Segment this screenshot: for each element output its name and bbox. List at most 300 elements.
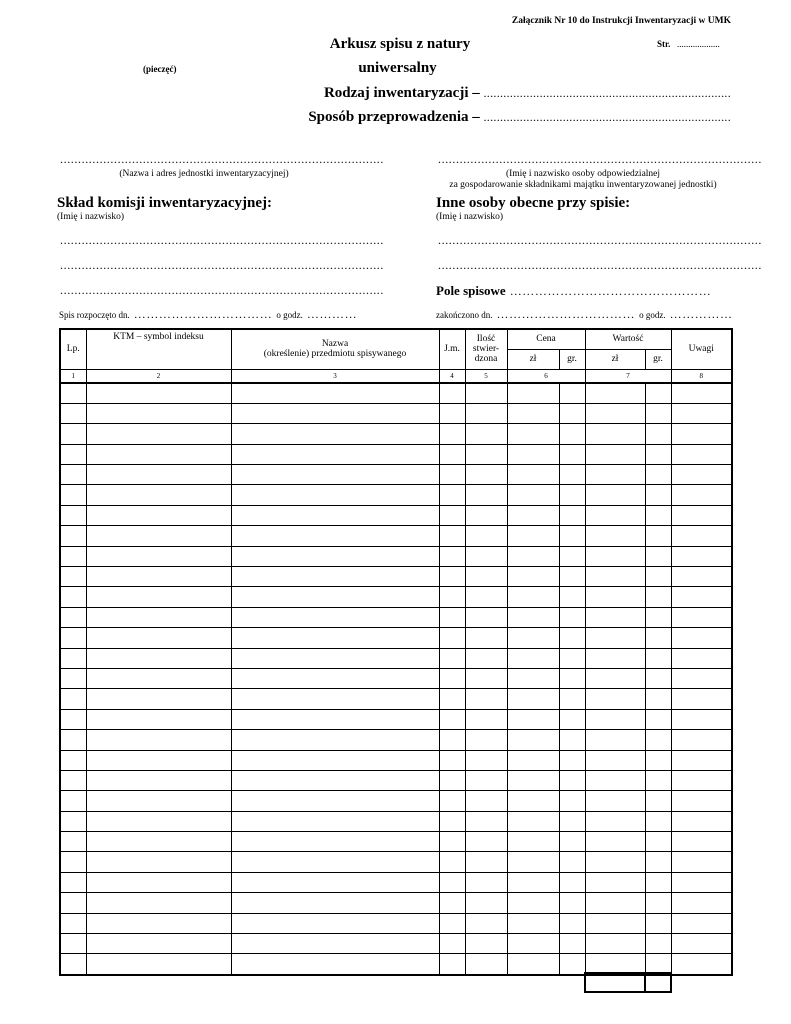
table-cell[interactable] xyxy=(671,770,732,790)
table-cell[interactable] xyxy=(231,791,439,811)
table-cell[interactable] xyxy=(645,852,671,872)
table-cell[interactable] xyxy=(439,730,465,750)
table-cell[interactable] xyxy=(439,668,465,688)
table-cell[interactable] xyxy=(645,526,671,546)
table-cell[interactable] xyxy=(671,505,732,525)
table-cell[interactable] xyxy=(645,587,671,607)
table-cell[interactable] xyxy=(507,709,559,729)
table-cell[interactable] xyxy=(231,628,439,648)
end-time-field[interactable]: …………… xyxy=(669,307,733,321)
table-cell[interactable] xyxy=(585,546,645,566)
total-value-zl-box[interactable] xyxy=(584,972,646,993)
table-cell[interactable] xyxy=(585,852,645,872)
table-cell[interactable] xyxy=(559,913,585,933)
table-cell[interactable] xyxy=(60,954,86,975)
table-cell[interactable] xyxy=(585,730,645,750)
table-cell[interactable] xyxy=(585,791,645,811)
table-cell[interactable] xyxy=(559,485,585,505)
table-cell[interactable] xyxy=(671,587,732,607)
table-cell[interactable] xyxy=(585,689,645,709)
table-cell[interactable] xyxy=(645,628,671,648)
table-cell[interactable] xyxy=(231,954,439,975)
table-cell[interactable] xyxy=(671,832,732,852)
commission-member-1-field[interactable]: .......................................................................................... xyxy=(60,233,384,247)
table-cell[interactable] xyxy=(86,954,231,975)
table-cell[interactable] xyxy=(231,689,439,709)
table-cell[interactable] xyxy=(585,424,645,444)
table-cell[interactable] xyxy=(86,628,231,648)
table-cell[interactable] xyxy=(507,852,559,872)
table-cell[interactable] xyxy=(465,832,507,852)
table-cell[interactable] xyxy=(671,628,732,648)
table-cell[interactable] xyxy=(231,587,439,607)
table-cell[interactable] xyxy=(507,770,559,790)
table-cell[interactable] xyxy=(86,505,231,525)
table-cell[interactable] xyxy=(439,587,465,607)
table-cell[interactable] xyxy=(60,832,86,852)
table-cell[interactable] xyxy=(465,934,507,954)
table-cell[interactable] xyxy=(86,424,231,444)
table-cell[interactable] xyxy=(645,465,671,485)
table-cell[interactable] xyxy=(439,546,465,566)
table-cell[interactable] xyxy=(507,383,559,404)
table-cell[interactable] xyxy=(60,628,86,648)
table-cell[interactable] xyxy=(645,505,671,525)
table-cell[interactable] xyxy=(231,607,439,627)
table-cell[interactable] xyxy=(439,383,465,404)
table-cell[interactable] xyxy=(86,893,231,913)
table-cell[interactable] xyxy=(439,750,465,770)
table-cell[interactable] xyxy=(645,567,671,587)
unit-name-field[interactable]: .......................................................................................... xyxy=(60,152,384,166)
table-cell[interactable] xyxy=(585,770,645,790)
table-cell[interactable] xyxy=(645,893,671,913)
table-cell[interactable] xyxy=(60,872,86,892)
table-cell[interactable] xyxy=(86,668,231,688)
table-cell[interactable] xyxy=(465,668,507,688)
table-cell[interactable] xyxy=(465,730,507,750)
table-cell[interactable] xyxy=(231,403,439,423)
table-cell[interactable] xyxy=(439,465,465,485)
table-cell[interactable] xyxy=(86,567,231,587)
table-cell[interactable] xyxy=(231,893,439,913)
table-cell[interactable] xyxy=(439,934,465,954)
table-cell[interactable] xyxy=(465,628,507,648)
table-cell[interactable] xyxy=(439,526,465,546)
table-cell[interactable] xyxy=(86,913,231,933)
table-cell[interactable] xyxy=(559,832,585,852)
table-cell[interactable] xyxy=(86,546,231,566)
table-cell[interactable] xyxy=(60,383,86,404)
table-cell[interactable] xyxy=(465,648,507,668)
table-cell[interactable] xyxy=(559,770,585,790)
table-cell[interactable] xyxy=(439,709,465,729)
table-cell[interactable] xyxy=(585,383,645,404)
table-cell[interactable] xyxy=(559,607,585,627)
table-cell[interactable] xyxy=(60,567,86,587)
table-cell[interactable] xyxy=(86,587,231,607)
start-date-field[interactable]: …………………………… xyxy=(133,307,273,321)
table-cell[interactable] xyxy=(231,668,439,688)
table-cell[interactable] xyxy=(559,567,585,587)
table-cell[interactable] xyxy=(671,954,732,975)
table-cell[interactable] xyxy=(465,444,507,464)
table-cell[interactable] xyxy=(507,485,559,505)
table-cell[interactable] xyxy=(671,730,732,750)
table-cell[interactable] xyxy=(60,526,86,546)
table-cell[interactable] xyxy=(465,954,507,975)
table-cell[interactable] xyxy=(465,791,507,811)
responsible-person-field[interactable]: .......................................................................................... xyxy=(438,152,762,166)
table-cell[interactable] xyxy=(231,770,439,790)
table-cell[interactable] xyxy=(671,893,732,913)
table-cell[interactable] xyxy=(645,424,671,444)
table-cell[interactable] xyxy=(559,444,585,464)
table-cell[interactable] xyxy=(559,587,585,607)
table-cell[interactable] xyxy=(507,893,559,913)
table-cell[interactable] xyxy=(465,505,507,525)
table-cell[interactable] xyxy=(60,465,86,485)
table-cell[interactable] xyxy=(465,852,507,872)
table-cell[interactable] xyxy=(507,832,559,852)
table-cell[interactable] xyxy=(559,648,585,668)
table-cell[interactable] xyxy=(559,852,585,872)
table-cell[interactable] xyxy=(671,607,732,627)
table-cell[interactable] xyxy=(86,852,231,872)
table-cell[interactable] xyxy=(60,709,86,729)
table-cell[interactable] xyxy=(60,648,86,668)
table-cell[interactable] xyxy=(465,403,507,423)
table-cell[interactable] xyxy=(559,546,585,566)
table-cell[interactable] xyxy=(231,485,439,505)
table-cell[interactable] xyxy=(439,791,465,811)
table-cell[interactable] xyxy=(585,567,645,587)
table-cell[interactable] xyxy=(231,465,439,485)
table-cell[interactable] xyxy=(585,403,645,423)
table-cell[interactable] xyxy=(439,689,465,709)
table-cell[interactable] xyxy=(60,403,86,423)
table-cell[interactable] xyxy=(507,546,559,566)
table-cell[interactable] xyxy=(645,750,671,770)
table-cell[interactable] xyxy=(585,750,645,770)
table-cell[interactable] xyxy=(465,465,507,485)
table-cell[interactable] xyxy=(559,526,585,546)
table-cell[interactable] xyxy=(231,750,439,770)
table-cell[interactable] xyxy=(645,832,671,852)
table-cell[interactable] xyxy=(645,791,671,811)
table-cell[interactable] xyxy=(465,567,507,587)
table-cell[interactable] xyxy=(645,668,671,688)
table-cell[interactable] xyxy=(465,913,507,933)
table-cell[interactable] xyxy=(671,526,732,546)
table-cell[interactable] xyxy=(60,893,86,913)
table-cell[interactable] xyxy=(231,648,439,668)
table-cell[interactable] xyxy=(671,791,732,811)
table-cell[interactable] xyxy=(231,832,439,852)
table-cell[interactable] xyxy=(86,444,231,464)
table-cell[interactable] xyxy=(559,689,585,709)
table-cell[interactable] xyxy=(60,607,86,627)
table-cell[interactable] xyxy=(585,587,645,607)
table-cell[interactable] xyxy=(585,893,645,913)
table-cell[interactable] xyxy=(60,444,86,464)
table-cell[interactable] xyxy=(585,872,645,892)
table-cell[interactable] xyxy=(559,750,585,770)
table-cell[interactable] xyxy=(86,607,231,627)
table-cell[interactable] xyxy=(585,465,645,485)
table-cell[interactable] xyxy=(439,403,465,423)
table-cell[interactable] xyxy=(507,526,559,546)
table-cell[interactable] xyxy=(465,770,507,790)
table-cell[interactable] xyxy=(645,872,671,892)
table-cell[interactable] xyxy=(465,383,507,404)
table-cell[interactable] xyxy=(645,403,671,423)
table-cell[interactable] xyxy=(585,913,645,933)
table-cell[interactable] xyxy=(231,383,439,404)
table-cell[interactable] xyxy=(671,485,732,505)
table-cell[interactable] xyxy=(231,730,439,750)
table-cell[interactable] xyxy=(585,811,645,831)
table-cell[interactable] xyxy=(231,872,439,892)
table-cell[interactable] xyxy=(645,934,671,954)
table-cell[interactable] xyxy=(585,709,645,729)
table-cell[interactable] xyxy=(585,505,645,525)
table-cell[interactable] xyxy=(439,954,465,975)
table-cell[interactable] xyxy=(86,383,231,404)
table-cell[interactable] xyxy=(559,709,585,729)
table-cell[interactable] xyxy=(439,505,465,525)
table-cell[interactable] xyxy=(60,770,86,790)
table-cell[interactable] xyxy=(465,750,507,770)
table-cell[interactable] xyxy=(86,526,231,546)
table-cell[interactable] xyxy=(231,505,439,525)
table-cell[interactable] xyxy=(439,811,465,831)
table-cell[interactable] xyxy=(507,628,559,648)
table-cell[interactable] xyxy=(439,872,465,892)
table-cell[interactable] xyxy=(507,913,559,933)
table-cell[interactable] xyxy=(507,872,559,892)
table-cell[interactable] xyxy=(60,791,86,811)
table-cell[interactable] xyxy=(507,689,559,709)
table-cell[interactable] xyxy=(559,505,585,525)
table-cell[interactable] xyxy=(439,444,465,464)
table-cell[interactable] xyxy=(60,505,86,525)
table-cell[interactable] xyxy=(671,383,732,404)
other-person-2-field[interactable]: .......................................................................................... xyxy=(438,258,762,272)
table-cell[interactable] xyxy=(439,648,465,668)
table-cell[interactable] xyxy=(507,954,559,975)
table-cell[interactable] xyxy=(507,668,559,688)
table-cell[interactable] xyxy=(60,587,86,607)
table-cell[interactable] xyxy=(507,403,559,423)
table-cell[interactable] xyxy=(231,567,439,587)
table-cell[interactable] xyxy=(465,811,507,831)
table-cell[interactable] xyxy=(507,505,559,525)
table-cell[interactable] xyxy=(507,567,559,587)
table-cell[interactable] xyxy=(585,648,645,668)
table-cell[interactable] xyxy=(585,628,645,648)
table-cell[interactable] xyxy=(559,893,585,913)
table-cell[interactable] xyxy=(231,852,439,872)
table-cell[interactable] xyxy=(507,587,559,607)
table-cell[interactable] xyxy=(86,832,231,852)
table-cell[interactable] xyxy=(645,607,671,627)
table-cell[interactable] xyxy=(86,689,231,709)
table-cell[interactable] xyxy=(231,424,439,444)
table-cell[interactable] xyxy=(86,403,231,423)
table-cell[interactable] xyxy=(671,689,732,709)
table-cell[interactable] xyxy=(559,424,585,444)
table-cell[interactable] xyxy=(86,465,231,485)
table-cell[interactable] xyxy=(671,424,732,444)
table-cell[interactable] xyxy=(86,791,231,811)
commission-member-3-field[interactable]: .......................................................................................... xyxy=(60,283,384,297)
table-cell[interactable] xyxy=(60,689,86,709)
table-cell[interactable] xyxy=(559,383,585,404)
table-cell[interactable] xyxy=(465,546,507,566)
table-cell[interactable] xyxy=(60,852,86,872)
table-cell[interactable] xyxy=(439,770,465,790)
table-cell[interactable] xyxy=(465,689,507,709)
table-cell[interactable] xyxy=(585,607,645,627)
table-cell[interactable] xyxy=(231,709,439,729)
table-cell[interactable] xyxy=(231,913,439,933)
table-cell[interactable] xyxy=(671,444,732,464)
table-cell[interactable] xyxy=(231,934,439,954)
table-cell[interactable] xyxy=(60,934,86,954)
commission-member-2-field[interactable]: .......................................................................................... xyxy=(60,258,384,272)
inventory-field-input[interactable]: ………………………………………… xyxy=(509,284,712,298)
table-cell[interactable] xyxy=(439,567,465,587)
table-cell[interactable] xyxy=(507,750,559,770)
table-cell[interactable] xyxy=(559,668,585,688)
end-date-field[interactable]: …………………………… xyxy=(496,307,636,321)
table-cell[interactable] xyxy=(231,811,439,831)
table-cell[interactable] xyxy=(439,893,465,913)
table-cell[interactable] xyxy=(439,852,465,872)
table-cell[interactable] xyxy=(86,709,231,729)
table-cell[interactable] xyxy=(671,546,732,566)
table-cell[interactable] xyxy=(507,444,559,464)
table-cell[interactable] xyxy=(86,934,231,954)
table-cell[interactable] xyxy=(645,811,671,831)
table-cell[interactable] xyxy=(60,424,86,444)
table-cell[interactable] xyxy=(559,465,585,485)
table-cell[interactable] xyxy=(559,872,585,892)
table-cell[interactable] xyxy=(585,832,645,852)
table-cell[interactable] xyxy=(86,485,231,505)
table-cell[interactable] xyxy=(439,913,465,933)
table-cell[interactable] xyxy=(507,730,559,750)
table-cell[interactable] xyxy=(559,934,585,954)
table-cell[interactable] xyxy=(671,709,732,729)
table-cell[interactable] xyxy=(559,954,585,975)
table-cell[interactable] xyxy=(645,730,671,750)
table-cell[interactable] xyxy=(559,403,585,423)
table-cell[interactable] xyxy=(60,811,86,831)
table-cell[interactable] xyxy=(671,465,732,485)
table-cell[interactable] xyxy=(60,913,86,933)
table-cell[interactable] xyxy=(86,770,231,790)
inventory-type-field[interactable]: ........................................................................... xyxy=(483,86,731,100)
start-time-field[interactable]: ………… xyxy=(306,307,358,321)
table-cell[interactable] xyxy=(86,750,231,770)
table-cell[interactable] xyxy=(465,893,507,913)
table-cell[interactable] xyxy=(465,485,507,505)
table-cell[interactable] xyxy=(60,485,86,505)
table-cell[interactable] xyxy=(645,913,671,933)
page-number-field[interactable]: ................... xyxy=(677,39,720,49)
table-cell[interactable] xyxy=(645,444,671,464)
table-cell[interactable] xyxy=(465,424,507,444)
table-cell[interactable] xyxy=(559,730,585,750)
table-cell[interactable] xyxy=(507,934,559,954)
table-cell[interactable] xyxy=(60,730,86,750)
table-cell[interactable] xyxy=(439,424,465,444)
table-cell[interactable] xyxy=(231,546,439,566)
table-cell[interactable] xyxy=(439,485,465,505)
table-cell[interactable] xyxy=(465,526,507,546)
table-cell[interactable] xyxy=(559,811,585,831)
table-cell[interactable] xyxy=(86,872,231,892)
table-cell[interactable] xyxy=(671,913,732,933)
table-cell[interactable] xyxy=(465,607,507,627)
table-cell[interactable] xyxy=(585,934,645,954)
table-cell[interactable] xyxy=(559,791,585,811)
table-cell[interactable] xyxy=(507,424,559,444)
table-cell[interactable] xyxy=(585,444,645,464)
table-cell[interactable] xyxy=(60,668,86,688)
table-cell[interactable] xyxy=(585,668,645,688)
table-cell[interactable] xyxy=(231,444,439,464)
table-cell[interactable] xyxy=(231,526,439,546)
table-cell[interactable] xyxy=(671,934,732,954)
table-cell[interactable] xyxy=(60,750,86,770)
table-cell[interactable] xyxy=(645,485,671,505)
table-cell[interactable] xyxy=(645,546,671,566)
table-cell[interactable] xyxy=(439,832,465,852)
table-cell[interactable] xyxy=(507,811,559,831)
table-cell[interactable] xyxy=(671,668,732,688)
table-cell[interactable] xyxy=(465,709,507,729)
table-cell[interactable] xyxy=(465,587,507,607)
table-cell[interactable] xyxy=(507,607,559,627)
table-cell[interactable] xyxy=(465,872,507,892)
table-cell[interactable] xyxy=(645,383,671,404)
table-cell[interactable] xyxy=(671,872,732,892)
method-field[interactable]: ........................................................................... xyxy=(483,110,731,124)
table-cell[interactable] xyxy=(86,811,231,831)
table-cell[interactable] xyxy=(507,465,559,485)
table-cell[interactable] xyxy=(439,607,465,627)
table-cell[interactable] xyxy=(671,750,732,770)
table-cell[interactable] xyxy=(86,730,231,750)
table-cell[interactable] xyxy=(585,485,645,505)
table-cell[interactable] xyxy=(645,709,671,729)
table-cell[interactable] xyxy=(439,628,465,648)
table-cell[interactable] xyxy=(645,689,671,709)
table-cell[interactable] xyxy=(86,648,231,668)
table-cell[interactable] xyxy=(507,648,559,668)
table-cell[interactable] xyxy=(671,403,732,423)
table-cell[interactable] xyxy=(671,648,732,668)
table-cell[interactable] xyxy=(671,852,732,872)
table-cell[interactable] xyxy=(60,546,86,566)
other-person-1-field[interactable]: .......................................................................................... xyxy=(438,233,762,247)
table-cell[interactable] xyxy=(585,526,645,546)
table-cell[interactable] xyxy=(671,567,732,587)
table-cell[interactable] xyxy=(671,811,732,831)
